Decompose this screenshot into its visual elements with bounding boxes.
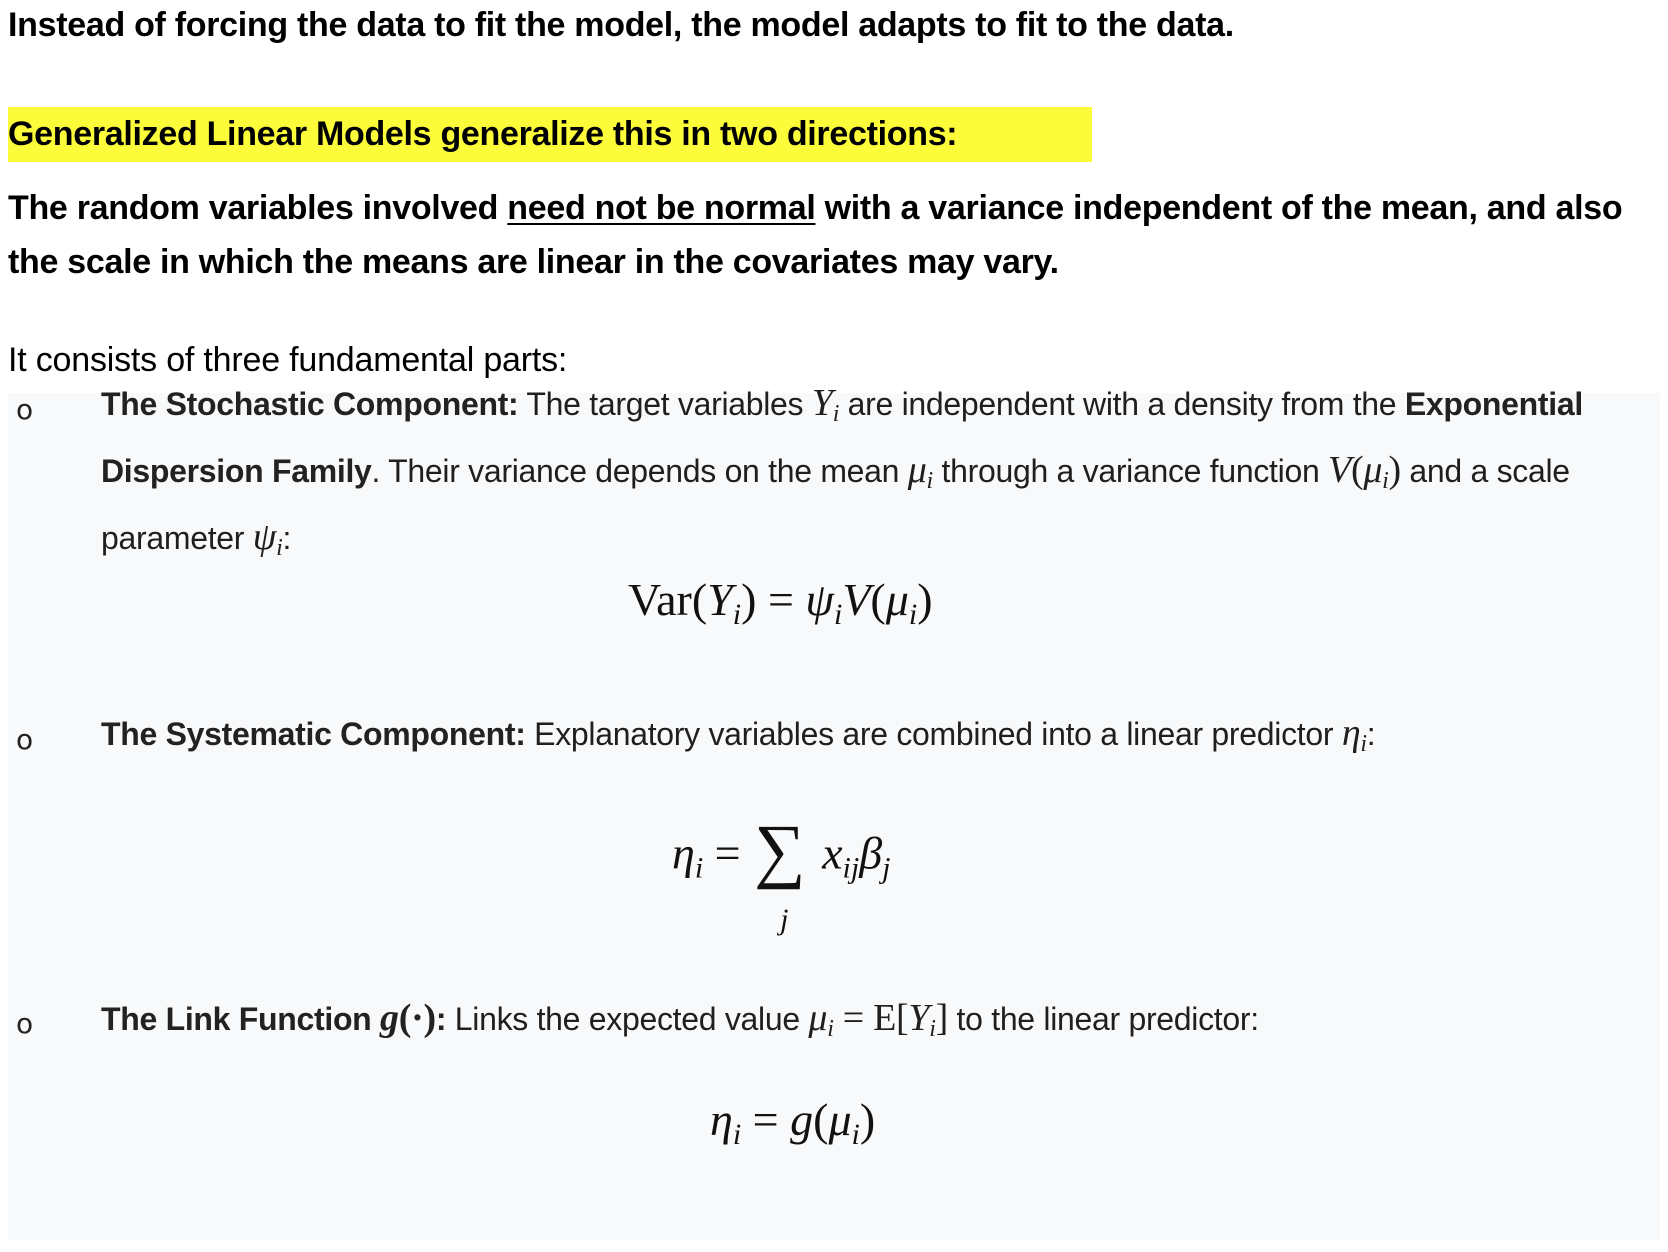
stochastic-text-4: through a variance function (932, 453, 1329, 489)
math-expectation: $\mu_i$ (808, 997, 834, 1042)
stochastic-text-2: are independent with a density from the (839, 386, 1405, 422)
variance-equation: Var(Yi) = ψiV(μi) (628, 574, 933, 631)
link-text-1: Links the expected value (446, 1001, 809, 1037)
highlighted-heading: Generalized Linear Models generalize this in two directions: (8, 107, 1092, 162)
exponential-dispersion-family: Exponential Dispersion Family (101, 386, 1583, 489)
link-equation: ηi = g(μi) (710, 1094, 876, 1151)
glm-description (8, 181, 1648, 289)
systematic-text-1: Explanatory variables are combined into a linear predictor (525, 716, 1342, 752)
glm-description-part2: with a variance independent of the mean, and also the scale in which the means are linear in the covariates may vary. (8, 189, 1623, 281)
link-title-end: : (435, 1001, 447, 1037)
math-mu-i: $\mu_i$ (907, 449, 933, 494)
components-panel (8, 382, 1660, 1240)
math-Yi: $Y_i$ (811, 382, 840, 427)
systematic-component (101, 705, 1375, 772)
stochastic-text-6: : (282, 520, 292, 556)
systematic-text-2: : (1366, 716, 1376, 752)
systematic-title: The Systematic Component: (101, 716, 526, 752)
math-eta-i: $\eta_i$ (1341, 712, 1367, 757)
link-title: The Link Function g(·): (101, 997, 447, 1039)
math-psi-i: $\psi_i$ (252, 516, 283, 561)
linear-predictor-equation: ηi = ∑ j xijβj (672, 810, 891, 936)
stochastic-text-1: The target variables (518, 386, 812, 422)
bullet-icon: o (16, 1007, 34, 1040)
stochastic-title: The Stochastic Component: (101, 386, 519, 422)
link-title-text: The Link Function (101, 1001, 381, 1037)
glm-description-underlined: need not be normal (507, 189, 816, 227)
link-text-2: to the linear predictor: (947, 1001, 1259, 1037)
bullet-icon: o (16, 393, 34, 426)
stochastic-component: The Stochastic Component: The target variables $Y_i$ are independent with a density from the Exponential Dispersion Family. Their variance depends on the mean $\mu_i$ through a variance function $V(\mu_i)$ and a scale parameter $\psi_i$: (101, 382, 1583, 561)
parts-heading: It consists of three fundamental parts: (8, 341, 568, 379)
intro-statement: Instead of forcing the data to fit the model, the model adapts to fit to the data. (8, 6, 1234, 44)
link-function-component: The Link Function g(·): Links the expected value $\mu_i = E[Y_i]$ to the linear predictor: (101, 997, 1259, 1042)
math-V-mu-i: V (1328, 449, 1351, 491)
glm-description-part1: The random variables involved (8, 189, 508, 227)
bullet-icon: o (16, 723, 34, 756)
stochastic-text-3: . Their variance depends on the mean (371, 453, 908, 489)
stochastic-text-5: and a scale parameter (101, 453, 1570, 556)
sum-symbol: ∑ j (754, 810, 806, 936)
